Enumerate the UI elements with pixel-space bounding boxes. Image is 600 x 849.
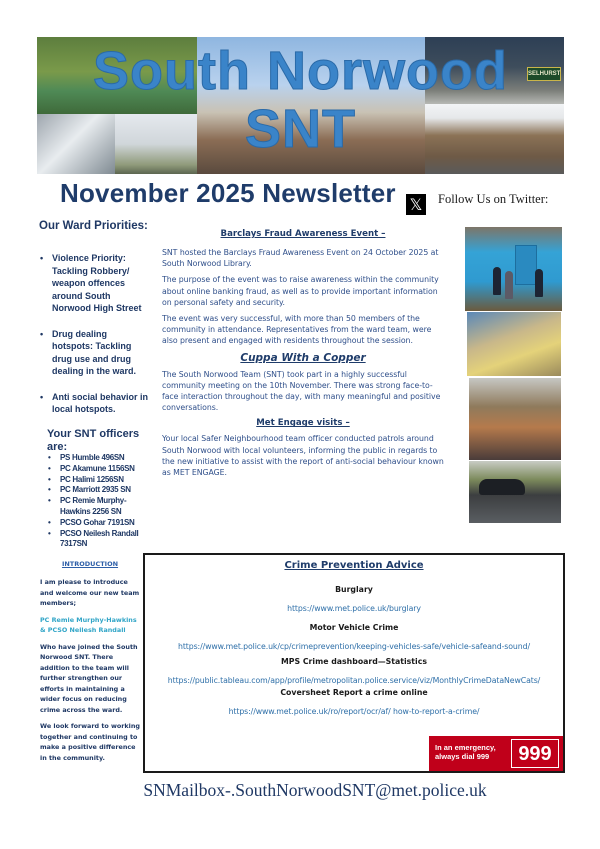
- officer-item: • PCSO Gohar 7191SN: [47, 518, 147, 529]
- article-title-cuppa: Cuppa With a Copper: [240, 351, 366, 364]
- new-members-names: PC Remie Murphy-Hawkins & PCSO Neilesh Randall: [40, 615, 137, 634]
- priorities-list: [39, 252, 149, 416]
- leaflets-table-photo: [467, 312, 561, 376]
- advice-link[interactable]: https://www.met.police.uk/cp/crimeprevention/keeping-vehicles-safe/vehicle-safeand-sound/: [177, 642, 530, 651]
- emergency-line1: In an emergency,: [435, 743, 496, 752]
- officer-figure: [493, 267, 501, 295]
- introduction-section: [40, 560, 140, 769]
- fraud-van-photo: [465, 227, 562, 311]
- officer-item: • PC Remie Murphy-Hawkins 2256 SN: [47, 496, 147, 518]
- officer-item: • PC Akamune 1156SN: [47, 464, 147, 475]
- emergency-number: 999: [511, 739, 559, 768]
- advice-label: Coversheet Report a crime online: [280, 688, 428, 697]
- advice-label: Burglary: [335, 585, 373, 594]
- introduction-paragraph: I am please to introduce and welcome our new team members;: [40, 578, 140, 607]
- header-banner: [37, 37, 564, 174]
- ward-priorities-title: Our Ward Priorities:: [39, 220, 148, 232]
- x-logo-icon[interactable]: 𝕏: [406, 194, 426, 215]
- advice-item-motor-vehicle: [145, 623, 563, 651]
- advice-item-burglary: [145, 585, 563, 613]
- officer-figure: [535, 269, 543, 297]
- officers-list: [47, 453, 147, 550]
- officers-title: Your SNT officers are:: [47, 428, 140, 453]
- articles-column: [162, 229, 444, 483]
- introduction-title: INTRODUCTION: [61, 560, 119, 568]
- patrol-car-photo: [469, 461, 561, 523]
- advice-item-dashboard: [145, 657, 563, 685]
- emergency-line2: always dial 999: [435, 751, 490, 761]
- selhurst-sign: SELHURST: [527, 67, 561, 81]
- advice-label: MPS Crime dashboard—Statistics: [281, 657, 427, 666]
- advice-label: Motor Vehicle Crime: [309, 623, 399, 632]
- article-title-fraud-event: Barclays Fraud Awareness Event –: [220, 229, 386, 239]
- car-shape: [479, 479, 525, 495]
- crime-prevention-box: [143, 553, 565, 773]
- emergency-999-badge: [429, 736, 563, 771]
- advice-link[interactable]: https://public.tableau.com/app/profile/metropolitan.police.service/viz/MonthlyCrimeDataNewCats/: [167, 676, 541, 685]
- priority-item: • Anti social behavior in local hotspots.: [39, 391, 149, 416]
- follow-twitter-text: Follow Us on Twitter:: [438, 192, 549, 206]
- article-title-met-engage: Met Engage visits –: [256, 418, 350, 429]
- person-figure: [505, 271, 513, 299]
- newsletter-title: November 2025 Newsletter: [60, 178, 396, 208]
- crime-prevention-title: Crime Prevention Advice: [284, 560, 424, 571]
- advice-item-report-crime: [145, 688, 563, 716]
- officer-item: • PC Halimi 1256SN: [47, 475, 147, 486]
- cuppa-meeting-photo: [469, 378, 561, 460]
- article-paragraph: SNT hosted the Barclays Fraud Awareness Event on 24 October 2025 at South Norwood Library.: [162, 248, 439, 269]
- officer-item: • PC Marriott 2935 SN: [47, 485, 147, 496]
- banner-title-line1: South Norwood: [93, 41, 508, 101]
- ward-priorities-section: [39, 220, 149, 429]
- article-paragraph: The South Norwood Team (SNT) took part in a highly successful community meeting on the 10th November. There was strong face-to-face interaction throughout the day, with many meaningful and positive conversations.: [162, 369, 441, 413]
- priority-item: • Drug dealing hotspots: Tackling drug use and drug dealing in the ward.: [39, 328, 149, 378]
- article-paragraph: The event was very successful, with more than 50 members of the community in attendance. Representatives from the ward team, were also present and engaged with residents throughout the session.: [162, 314, 432, 346]
- introduction-paragraph: We look forward to working together and continuing to make a positive difference in the community.: [40, 722, 140, 762]
- officer-item: • PCSO Neilesh Randall 7317SN: [47, 529, 147, 551]
- article-paragraph: The purpose of the event was to raise awareness within the community about online banking fraud, as well as to provide important information on personal safety and security.: [162, 275, 439, 307]
- priority-item: • Violence Priority: Tackling Robbery/ weapon offences around South Norwood High Street: [39, 252, 149, 315]
- article-paragraph: Your local Safer Neighbourhood team officer conducted patrols around South Norwood with local volunteers, informing the public in regards to the new initiative to assist with the report of anti-social behaviour known as MET ENGAGE.: [162, 434, 444, 478]
- advice-link[interactable]: https://www.met.police.uk/burglary: [287, 604, 421, 613]
- officer-item: • PS Humble 496SN: [47, 453, 147, 464]
- contact-email[interactable]: SNMailbox-.SouthNorwoodSNT@met.police.uk: [143, 780, 487, 800]
- banner-title-line2: SNT: [245, 99, 356, 159]
- introduction-paragraph: Who have joined the South Norwood SNT. There addition to the team will further strengthen our efforts in maintaining a wider focus on reducing crime across the ward.: [40, 642, 138, 714]
- emergency-text: [435, 744, 496, 761]
- advice-link[interactable]: https://www.met.police.uk/ro/report/ocr/af/ how-to-report-a-crime/: [228, 707, 480, 716]
- van-door-shape: [515, 245, 537, 285]
